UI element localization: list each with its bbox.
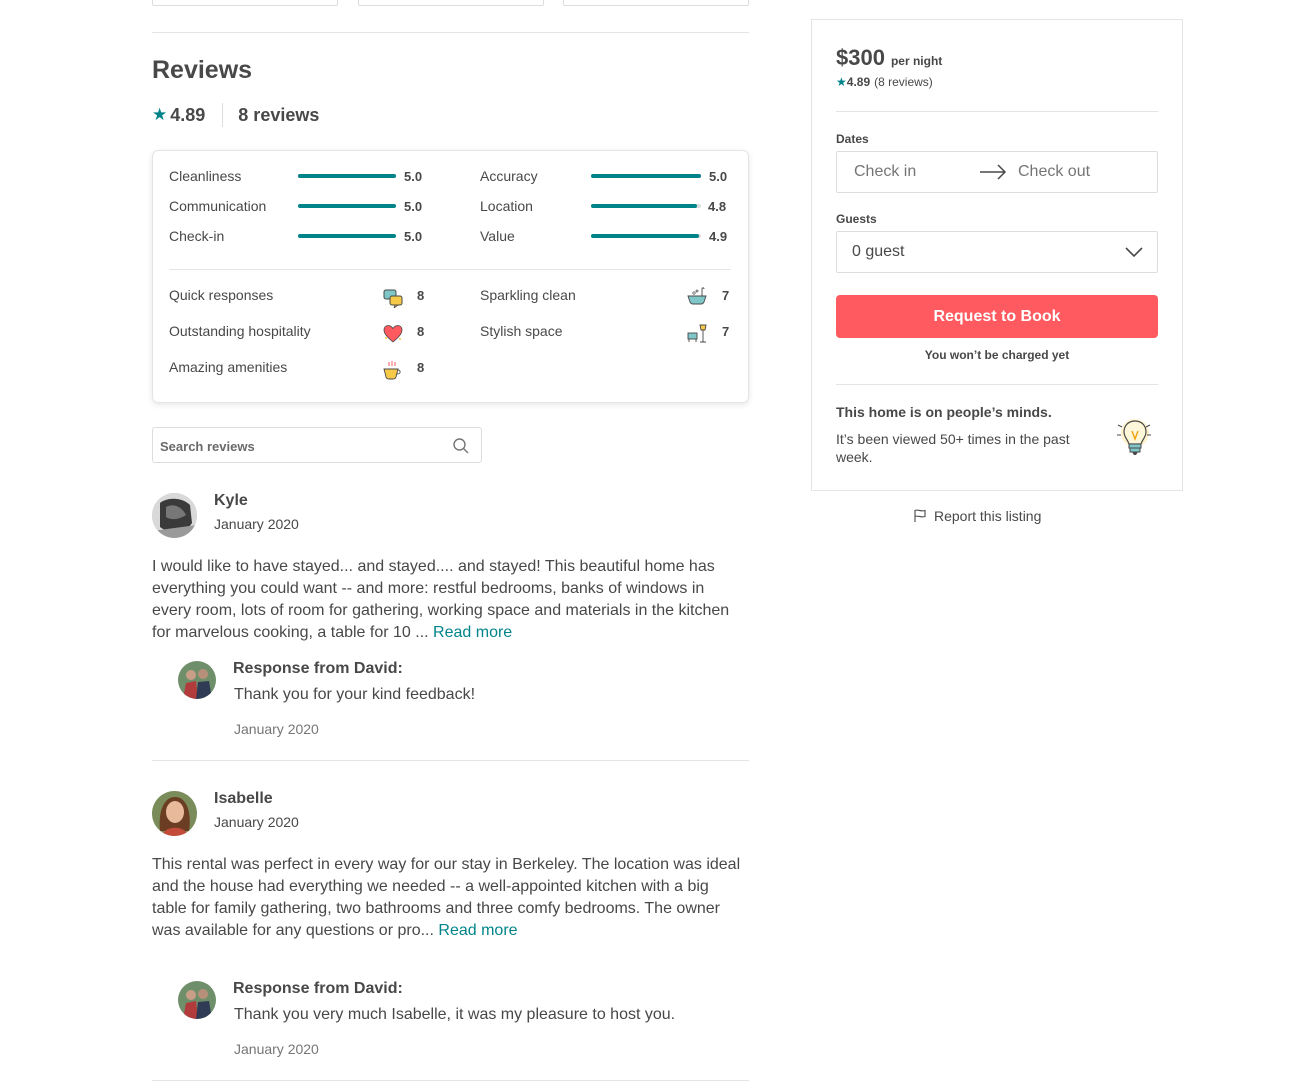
category-value: 5.0	[709, 169, 728, 184]
category-bar-fill	[298, 174, 396, 178]
price-block	[836, 45, 942, 71]
reviewer-name[interactable]: Kyle	[214, 492, 248, 509]
host-avatar-image	[178, 661, 216, 699]
review-date: January 2020	[214, 814, 299, 830]
lightbulb-icon	[1114, 415, 1154, 459]
request-to-book-button[interactable]: Request to Book	[836, 295, 1158, 338]
category-value: 4.9	[709, 229, 728, 244]
report-listing-link[interactable]	[913, 508, 1041, 524]
search-reviews-input[interactable]	[160, 436, 440, 456]
avatar[interactable]	[152, 791, 197, 836]
booking-panel	[811, 19, 1183, 491]
avatar-image	[152, 493, 197, 538]
heart-icon	[383, 324, 403, 344]
check-in-field[interactable]: Check in	[854, 163, 917, 180]
review-divider	[152, 760, 749, 761]
category-bar-fill	[298, 204, 396, 208]
review-divider	[152, 1080, 749, 1081]
category-bar	[591, 174, 701, 178]
category-label: Check-in	[169, 228, 225, 244]
report-listing-label: Report this listing	[934, 508, 1042, 524]
booking-rating-score: 4.89	[846, 75, 871, 89]
category-bar	[298, 204, 396, 208]
booking-divider	[836, 111, 1158, 112]
overall-score: 4.89	[170, 104, 206, 125]
lamp-chair-icon	[687, 323, 707, 343]
top-partial-buttons	[152, 0, 749, 6]
partial-box-1[interactable]	[152, 0, 338, 6]
host-avatar[interactable]	[178, 981, 216, 1019]
booking-divider	[836, 384, 1158, 385]
reviews-summary	[152, 103, 319, 127]
coffee-cup-icon	[382, 360, 402, 380]
ratings-card	[152, 150, 749, 403]
category-label: Value	[480, 228, 515, 244]
avatar[interactable]	[152, 493, 197, 538]
response-title: Response from David:	[233, 660, 403, 677]
category-label: Communication	[169, 198, 267, 214]
booking-reviews-count: (8 reviews)	[874, 75, 933, 89]
popularity-text: It’s been viewed 50+ times in the past week.	[836, 431, 1070, 465]
guests-label: Guests	[836, 212, 877, 226]
response-date: January 2020	[234, 721, 319, 737]
search-reviews-box	[152, 427, 482, 463]
category-bar-fill	[591, 204, 697, 208]
highlight-count: 8	[417, 360, 425, 375]
dates-field	[836, 151, 1158, 193]
star-icon: ★	[152, 105, 168, 124]
review-date: January 2020	[214, 516, 299, 532]
category-label: Location	[480, 198, 533, 214]
section-divider	[152, 32, 749, 33]
chevron-down-icon	[1125, 246, 1143, 258]
highlight-count: 8	[417, 288, 425, 303]
category-label: Cleanliness	[169, 168, 242, 184]
host-avatar[interactable]	[178, 661, 216, 699]
category-value: 4.8	[708, 199, 727, 214]
search-icon[interactable]	[452, 437, 470, 455]
response-text: Thank you very much Isabelle, it was my pleasure to host you.	[234, 1006, 676, 1023]
reviews-count: 8 reviews	[238, 104, 320, 125]
category-bar	[591, 234, 701, 238]
highlight-count: 7	[722, 288, 730, 303]
flag-icon	[913, 509, 927, 523]
star-icon: ★	[836, 75, 847, 89]
bathtub-icon	[687, 286, 707, 306]
highlight-count: 8	[417, 324, 425, 339]
partial-box-3[interactable]	[563, 0, 749, 6]
category-bar-fill	[298, 234, 396, 238]
read-more-link[interactable]: Read more	[433, 624, 513, 641]
response-date: January 2020	[234, 1041, 319, 1057]
price-unit: per night	[890, 54, 943, 68]
dates-label: Dates	[836, 132, 869, 146]
price-amount: $300	[836, 45, 885, 70]
category-bar	[591, 204, 701, 208]
guests-value: 0 guest	[852, 243, 905, 260]
partial-box-2[interactable]	[358, 0, 544, 6]
chat-bubbles-icon	[383, 288, 403, 308]
category-bar	[298, 174, 396, 178]
card-divider	[169, 269, 731, 270]
popularity-title: This home is on people’s minds.	[836, 404, 1052, 420]
highlight-label: Stylish space	[480, 323, 563, 339]
category-label: Accuracy	[480, 168, 538, 184]
arrow-right-icon	[979, 164, 1007, 180]
check-out-field[interactable]: Check out	[1018, 163, 1091, 180]
reviews-heading: Reviews	[152, 56, 253, 84]
guests-select[interactable]	[836, 231, 1158, 273]
summary-separator	[222, 103, 223, 127]
category-bar-fill	[591, 174, 701, 178]
highlight-label: Outstanding hospitality	[169, 323, 311, 339]
response-text: Thank you for your kind feedback!	[234, 686, 476, 703]
read-more-link[interactable]: Read more	[438, 922, 518, 939]
category-value: 5.0	[404, 199, 423, 214]
category-bar-fill	[591, 234, 699, 238]
host-avatar-image	[178, 981, 216, 1019]
highlight-count: 7	[722, 324, 730, 339]
reviewer-name[interactable]: Isabelle	[214, 790, 273, 807]
booking-rating[interactable]	[836, 75, 933, 89]
category-value: 5.0	[404, 169, 423, 184]
no-charge-note: You won’t be charged yet	[924, 348, 1070, 362]
response-title: Response from David:	[233, 980, 403, 997]
highlight-label: Sparkling clean	[480, 287, 576, 303]
highlight-label: Quick responses	[169, 287, 274, 303]
category-value: 5.0	[404, 229, 423, 244]
review-body: This rental was perfect in every way for our stay in Berkeley. The location was ideal and the house had everything we needed -- a well-appointed kitchen with a big table for family gathering, two bathrooms and three comfy bedrooms. The owner was available for any questions or pro...	[152, 856, 741, 939]
highlight-label: Amazing amenities	[169, 359, 288, 375]
avatar-image	[152, 791, 197, 836]
review-body: I would like to have stayed... and stayed.... and stayed! This beautiful home has everything you could want -- and more: restful bedrooms, banks of windows in every room, lots of room for gathering, working space and materials in the kitchen for marvelous cooking, a table for 10 ...	[152, 558, 730, 641]
category-bar	[298, 234, 396, 238]
review-text	[152, 556, 744, 644]
review-text	[152, 854, 744, 942]
